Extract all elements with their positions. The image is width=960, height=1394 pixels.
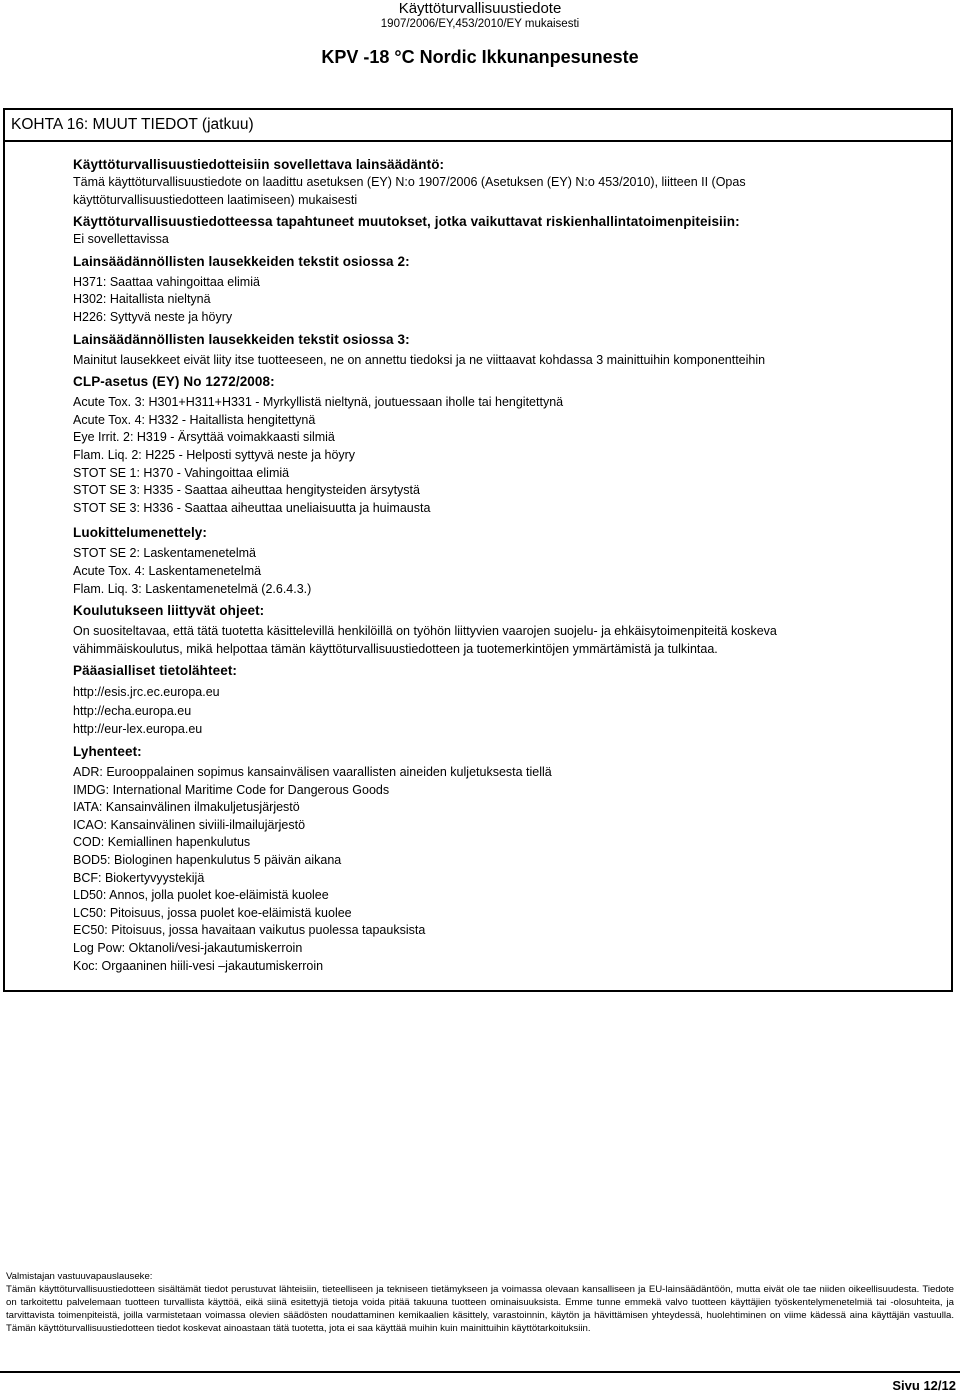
clp-item: STOT SE 3: H336 - Saattaa aiheuttaa uneliaisuutta ja huimausta xyxy=(73,500,431,515)
product-name: KPV -18 °C Nordic Ikkunanpesuneste xyxy=(321,47,639,67)
disclaimer-heading: Valmistajan vastuuvapauslauseke: xyxy=(6,1271,153,1282)
training-heading: Koulutukseen liittyvät ohjeet: xyxy=(73,603,265,619)
training-text-line: On suositeltavaa, että tätä tuotetta käsittelevillä henkilöillä on työhön liittyvien vaarojen suojelu- ja ehkäisytoimenpiteitä koskeva xyxy=(73,624,777,639)
abbreviation-item: ADR: Eurooppalainen sopimus kansainvälisen vaarallisten aineiden kuljetuksesta tiellä xyxy=(73,765,552,780)
sources-heading: Pääasialliset tietolähteet: xyxy=(73,663,238,679)
hazard-phrase: H302: Haitallista nieltynä xyxy=(73,292,211,307)
abbreviation-item: IMDG: International Maritime Code for Dangerous Goods xyxy=(73,782,390,797)
abbreviation-item: COD: Kemiallinen hapenkulutus xyxy=(73,835,251,850)
document-title: Käyttöturvallisuustiedote xyxy=(398,0,562,17)
changes-text: Ei sovellettavissa xyxy=(73,232,169,247)
changes-heading: Käyttöturvallisuustiedotteessa tapahtuneet muutokset, jotka vaikuttavat riskienhallintatoimenpiteisiin: xyxy=(73,214,740,230)
page-footer xyxy=(0,1371,960,1394)
source-link[interactable]: http://esis.jrc.ec.europa.eu xyxy=(73,685,220,700)
abbreviation-item: BCF: Biokertyvyystekijä xyxy=(73,870,205,885)
clp-item: Acute Tox. 4: H332 - Haitallista hengitettynä xyxy=(73,412,316,427)
regulation-reference: 1907/2006/EY,453/2010/EY mukaisesti xyxy=(380,18,580,30)
clp-item: Eye Irrit. 2: H319 - Ärsyttää voimakkaasti silmiä xyxy=(73,430,335,445)
section3-phrases-heading: Lainsäädännöllisten lausekkeiden tekstit osiossa 3: xyxy=(73,331,410,347)
classification-item: STOT SE 2: Laskentamenetelmä xyxy=(73,546,256,561)
section2-phrases-heading: Lainsäädännöllisten lausekkeiden tekstit osiossa 2: xyxy=(73,253,410,269)
hazard-phrase: H226: Syttyvä neste ja höyry xyxy=(73,309,233,324)
classification-heading: Luokittelumenettely: xyxy=(73,525,208,541)
section-title: KOHTA 16: MUUT TIEDOT (jatkuu) xyxy=(5,110,951,142)
classification-item: Flam. Liq. 3: Laskentamenetelmä (2.6.4.3.) xyxy=(73,581,312,596)
clp-item: Acute Tox. 3: H301+H311+H331 - Myrkyllistä nieltynä, joutuessaan iholle tai hengitettynä xyxy=(73,395,564,410)
source-link[interactable]: http://eur-lex.europa.eu xyxy=(73,722,203,737)
clp-item: STOT SE 3: H335 - Saattaa aiheuttaa hengitysteiden ärsytystä xyxy=(73,483,420,498)
abbreviation-item: EC50: Pitoisuus, jossa havaitaan vaikutus puolessa tapauksista xyxy=(73,923,426,938)
abbreviation-item: Log Pow: Oktanoli/vesi-jakautumiskerroin xyxy=(73,941,303,955)
classification-item: Acute Tox. 4: Laskentamenetelmä xyxy=(73,563,262,578)
disclaimer-text: Tämän käyttöturvallisuustiedotteen sisältämät tiedot perustuvat lähteisiin, tieteelliseen ja tekniseen tietämykseen ja voimassa olevaan kansalliseen ja EU-lainsäädäntöön, mutta eivät ole tae niiden oikeellisuudesta. Tiedote on tarkoitettu palvelemaan tuotteen turvallista käyttöä, eikä siinä esitettyjä tietoja voida pitää takuuna tuotteen ominaisuuksista. Emme tunne emmekä valvo tuotteen käyttäjien työskentelymenetelmiä tai -olosuhteita, ja tarvittavista toimenpiteistä, joilla varmistetaan voimassa olevien säädösten noudattaminen kemikaalien käsittely, varastoinnin, käytön ja hävittämisen yhteydessä, huolehtiminen on viime kädessä aina käyttäjän vastuulla. Tämän käyttöturvallisuustiedotteen tiedot koskevat ainoastaan tätä tuotetta, jota ei saa käyttää muihin kuin mainittuihin käyttötarkoituksiin. xyxy=(6,1284,954,1334)
legislation-text-line: Tämä käyttöturvallisuustiedote on laadittu asetuksen (EY) N:o 1907/2006 (Asetuksen (EY) N:o 453/2010), liitteen II (Opas xyxy=(73,175,746,189)
section-content xyxy=(73,152,903,975)
abbreviation-item: ICAO: Kansainvälinen siviili-ilmailujärjestö xyxy=(73,817,306,832)
legislation-text-line: käyttöturvallisuustiedotteen laatimiseen) mukaisesti xyxy=(73,192,358,207)
clp-item: STOT SE 1: H370 - Vahingoittaa elimiä xyxy=(73,465,290,480)
section-16-box xyxy=(3,108,953,992)
abbreviation-item: IATA: Kansainvälinen ilmakuljetusjärjestö xyxy=(73,800,300,815)
source-link[interactable]: http://echa.europa.eu xyxy=(73,703,192,718)
page-number: Sivu 12/12 xyxy=(892,1378,956,1393)
abbreviations-heading: Lyhenteet: xyxy=(73,744,142,760)
hazard-phrase: H371: Saattaa vahingoittaa elimiä xyxy=(73,274,260,289)
training-text-line: vähimmäiskoulutus, mikä helpottaa tämän käyttöturvallisuustiedotteen ja tuotemerkintöjen ymmärtämistä ja tulkintaa. xyxy=(73,641,718,656)
legislation-heading: Käyttöturvallisuustiedotteisiin sovellettava lainsäädäntö: xyxy=(73,157,445,172)
section3-text: Mainitut lausekkeet eivät liity itse tuotteeseen, ne on annettu tiedoksi ja ne viittaavat kohdassa 3 mainittuihin komponentteihin xyxy=(73,352,766,367)
abbreviation-item: LD50: Annos, jolla puolet koe-eläimistä kuolee xyxy=(73,888,329,903)
clp-heading: CLP-asetus (EY) No 1272/2008: xyxy=(73,374,275,390)
abbreviation-item: BOD5: Biologinen hapenkulutus 5 päivän aikana xyxy=(73,853,342,868)
clp-item: Flam. Liq. 2: H225 - Helposti syttyvä neste ja höyry xyxy=(73,447,356,462)
abbreviation-item: Koc: Orgaaninen hiili-vesi –jakautumiskerroin xyxy=(73,958,324,973)
abbreviation-item: LC50: Pitoisuus, jossa puolet koe-eläimistä kuolee xyxy=(73,905,352,920)
manufacturer-disclaimer xyxy=(6,1270,954,1335)
